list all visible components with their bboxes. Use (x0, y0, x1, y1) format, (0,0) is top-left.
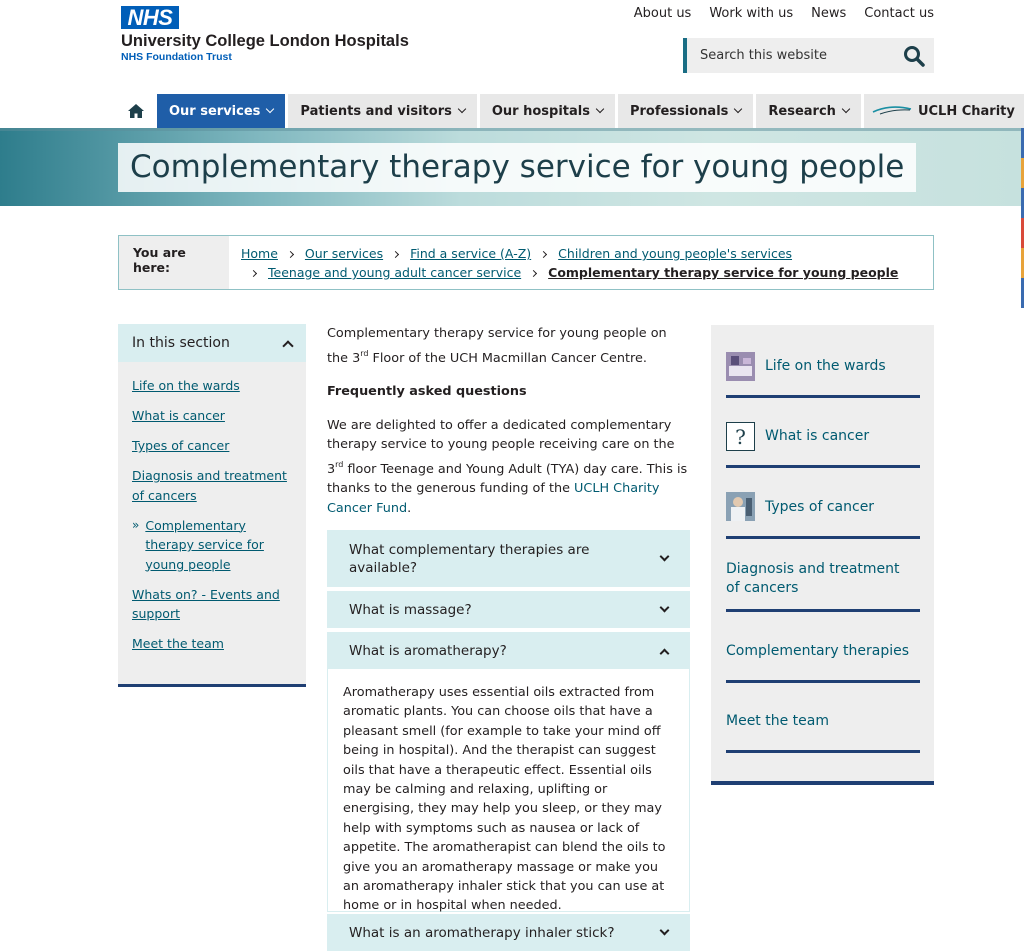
nav-label: Patients and visitors (300, 103, 452, 119)
section-nav-title: In this section (132, 335, 230, 351)
search-input[interactable] (700, 38, 890, 73)
intro-paragraph: Complementary therapy service for young people on the 3rd Floor of the UCH Macmillan Cancer Centre. (327, 326, 667, 366)
faq-heading: Frequently asked questions (327, 384, 527, 399)
related-link-label: Complementary therapies (726, 642, 910, 659)
nav-professionals[interactable] (618, 94, 753, 128)
breadcrumb-link-tya[interactable]: Teenage and young adult cancer service (268, 265, 522, 280)
double-chevron-right-icon: » (132, 517, 140, 532)
section-nav-header[interactable] (118, 324, 306, 362)
nav-our-services[interactable] (157, 94, 285, 128)
section-link-events[interactable]: Whats on? - Events and support (132, 586, 280, 621)
section-link-current-wrap (132, 516, 292, 585)
nav-patients-visitors[interactable] (288, 94, 476, 128)
section-link-types-of-cancer[interactable]: Types of cancer (132, 438, 230, 453)
charity-fund-link[interactable]: UCLH Charity Cancer Fund (327, 481, 660, 516)
related-link-label: Diagnosis and treatment of cancers (726, 560, 900, 596)
utility-links (634, 6, 934, 21)
section-link-diagnosis[interactable]: Diagnosis and treatment of cancers (132, 468, 287, 503)
nav-label: Our hospitals (491, 103, 590, 119)
breadcrumb-link-services[interactable]: Our services (304, 246, 384, 261)
chevron-down-icon (842, 105, 850, 113)
question-mark-icon (726, 422, 755, 451)
breadcrumb-link-children[interactable]: Children and young people's services (558, 246, 793, 261)
related-link-complementary[interactable] (726, 621, 920, 683)
section-link-complementary[interactable]: Complementary therapy service for young people (145, 517, 264, 572)
chevron-down-icon (660, 551, 670, 561)
banner-divider (0, 128, 1024, 131)
nav-our-hospitals[interactable] (480, 94, 615, 128)
accordion-aromatherapy-body: Aromatherapy uses essential oils extracted from aromatic plants. You can choose oils that have a pleasant smell (for example to take your mind off being in hospital). And the therapist can suggest oils that have a therapeutic effect. Essential oils may be calming and relaxing, uplifting or energising, they may help you sleep, or they may help with symptoms such as nausea or lack of appetite. The aromatherapist can blend the oils to give you an aromatherapy massage or make you an aromatherapy inhaler stick that you can use at home or in hospital when needed. (327, 668, 690, 912)
accordion-what-is-aromatherapy[interactable] (327, 632, 690, 669)
page-title: Complementary therapy service for young people (118, 143, 916, 192)
accordion-title: What is massage? (349, 601, 472, 618)
home-icon (127, 103, 145, 119)
org-name[interactable]: University College London Hospitals (121, 32, 409, 50)
section-link-meet-team[interactable]: Meet the team (132, 636, 224, 651)
chevron-right-icon (250, 270, 257, 277)
search-box (683, 38, 934, 73)
chevron-right-icon (287, 251, 294, 258)
breadcrumb-trail (229, 236, 910, 289)
related-link-label: Life on the wards (765, 358, 886, 374)
related-links-panel (711, 325, 934, 785)
util-link-contact[interactable]: Contact us (864, 6, 934, 21)
accordion-inhaler-stick[interactable] (327, 914, 690, 951)
chevron-up-icon (282, 340, 293, 351)
search-icon[interactable] (902, 44, 926, 68)
main-nav (118, 94, 1024, 128)
nav-label: Research (768, 103, 836, 119)
chevron-down-icon (596, 105, 604, 113)
accordion-title: What is aromatherapy? (349, 642, 507, 659)
util-link-about[interactable]: About us (633, 6, 692, 21)
chevron-down-icon (266, 105, 274, 113)
accordion-title: What complementary therapies are available? (349, 541, 590, 576)
section-link-what-is-cancer[interactable]: What is cancer (132, 408, 225, 423)
ward-photo-icon (726, 352, 755, 381)
section-nav (118, 324, 306, 687)
related-link-types-of-cancer[interactable] (726, 477, 920, 539)
accordion-title: What is an aromatherapy inhaler stick? (349, 924, 615, 941)
accordion-therapies-available[interactable] (327, 530, 690, 587)
util-link-news[interactable]: News (811, 6, 847, 21)
nav-label: Professionals (629, 103, 729, 119)
chevron-up-icon (660, 648, 670, 658)
nav-label: Our services (169, 103, 261, 119)
nav-label: UCLH Charity (917, 103, 1015, 119)
main-content (327, 324, 690, 532)
util-link-work[interactable]: Work with us (709, 6, 794, 21)
nhs-logo[interactable]: NHS (121, 6, 179, 29)
related-link-what-is-cancer[interactable] (726, 407, 920, 468)
chevron-right-icon (540, 251, 547, 258)
breadcrumb-link-home[interactable]: Home (241, 246, 278, 261)
breadcrumb-label: You are here: (119, 236, 229, 289)
breadcrumb (118, 235, 934, 290)
related-link-life-on-wards[interactable] (726, 337, 920, 398)
related-link-label: Meet the team (726, 712, 829, 729)
related-link-meet-team[interactable] (726, 691, 920, 753)
lab-photo-icon (726, 492, 755, 521)
nav-home[interactable] (118, 94, 154, 128)
section-nav-links (118, 362, 306, 654)
section-link-life-on-wards[interactable]: Life on the wards (132, 378, 240, 393)
accordion-what-is-massage[interactable] (327, 591, 690, 628)
chevron-down-icon (458, 105, 466, 113)
chevron-down-icon (660, 602, 670, 612)
body-paragraph: We are delighted to offer a dedicated complementary therapy service to young people receiving care on the 3rd floor Teenage and Young Adult (TYA) day care. This is thanks to the generous funding of the UCLH Charity Cancer Fund. (327, 417, 688, 516)
breadcrumb-current: Complementary therapy service for young people (548, 265, 899, 280)
chevron-down-icon (734, 105, 742, 113)
related-link-label: Types of cancer (765, 498, 875, 515)
charity-swoosh-icon (872, 106, 912, 116)
nav-uclh-charity[interactable] (864, 94, 1024, 128)
svg-text:?: ? (735, 424, 746, 449)
related-link-diagnosis[interactable] (726, 548, 920, 612)
org-subtitle: NHS Foundation Trust (121, 51, 232, 63)
related-link-label: What is cancer (765, 428, 870, 444)
chevron-down-icon (660, 925, 670, 935)
breadcrumb-link-find-service[interactable]: Find a service (A-Z) (410, 246, 532, 261)
chevron-right-icon (530, 270, 537, 277)
chevron-right-icon (392, 251, 399, 258)
nav-research[interactable] (756, 94, 861, 128)
